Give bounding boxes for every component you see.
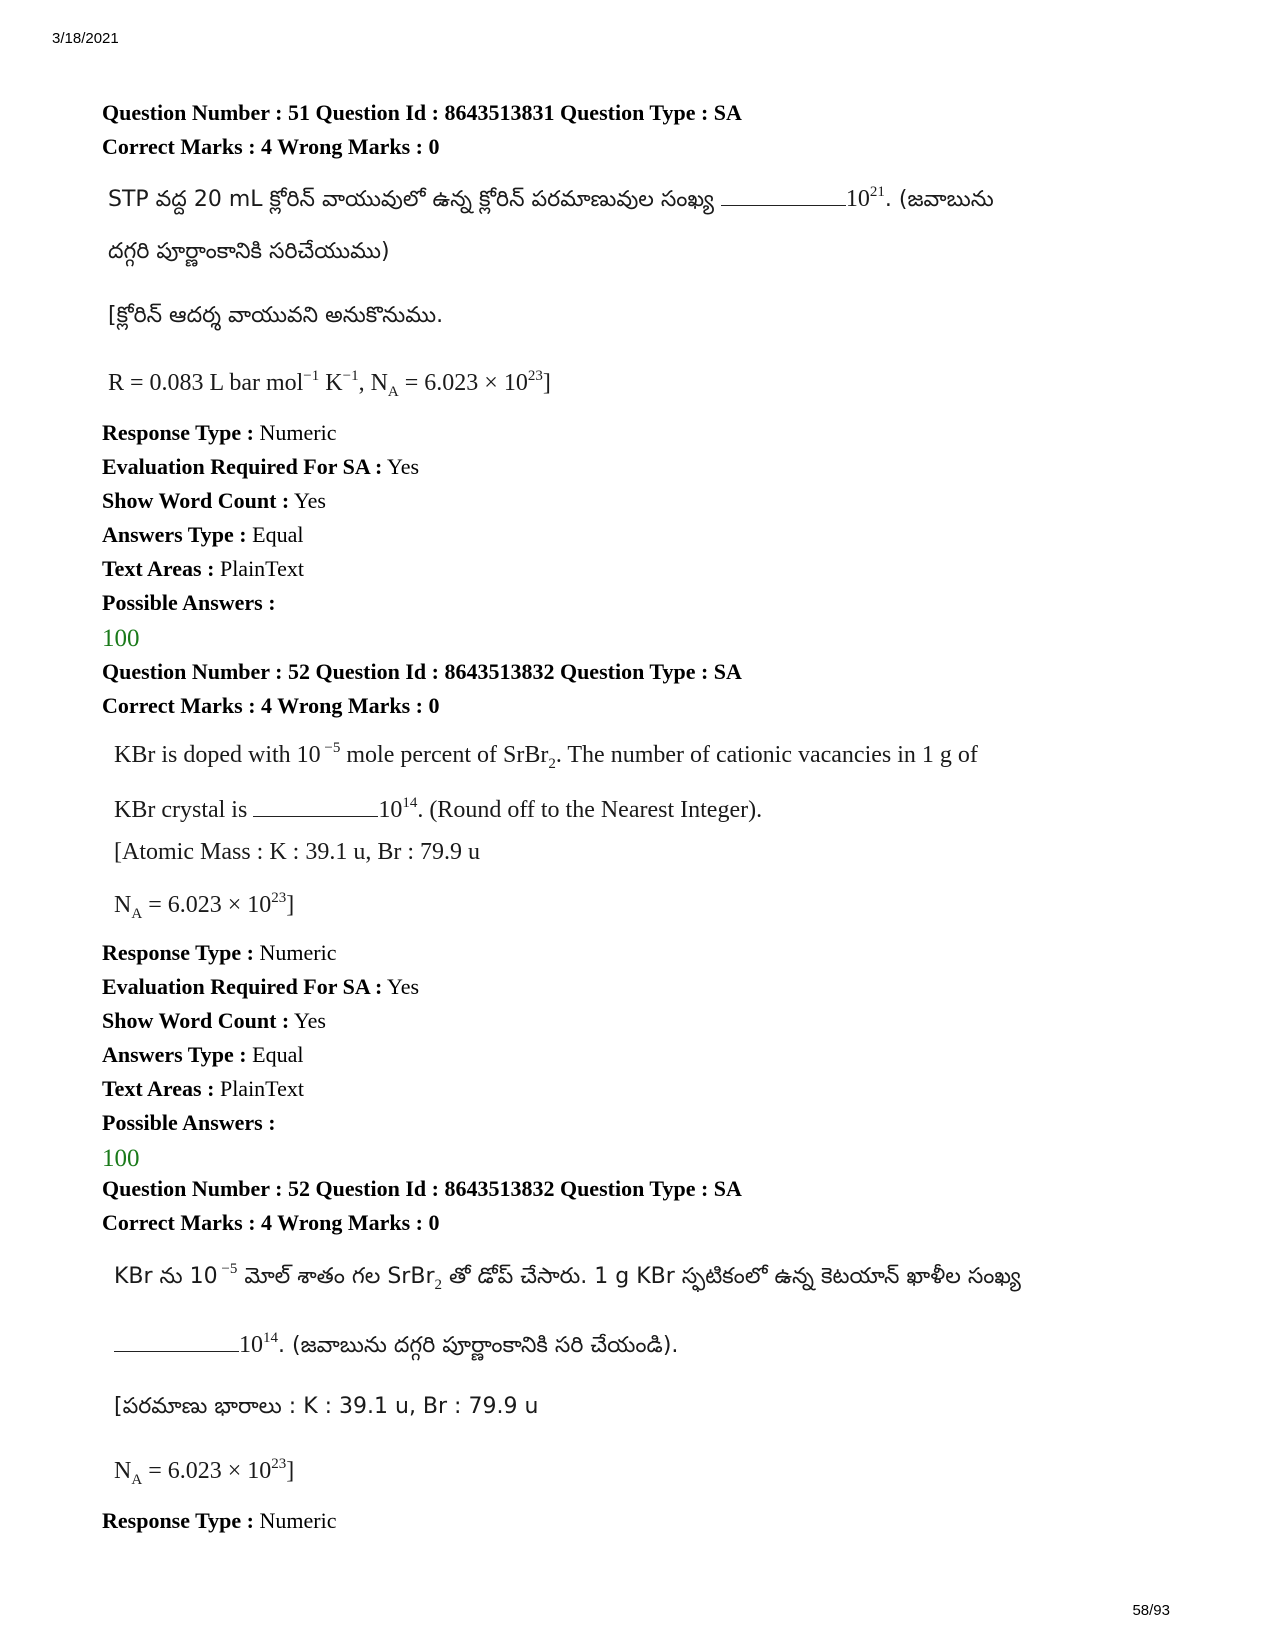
formula-end: ] — [542, 370, 551, 396]
q-sub: 2 — [548, 756, 556, 772]
question-marks: Correct Marks : 4 Wrong Marks : 0 — [102, 134, 440, 159]
formula-na: N — [114, 892, 132, 918]
meta-show-word-count: Show Word Count : Yes — [102, 1008, 326, 1033]
q-power-base: 10 — [378, 797, 403, 823]
q-formula-line — [114, 876, 1192, 936]
formula-exp: −1 — [303, 368, 320, 384]
answer-blank — [253, 796, 378, 817]
meta-possible-answers: Possible Answers : — [102, 1110, 276, 1135]
q-line2-text: KBr crystal is — [114, 797, 254, 823]
q-line1-mid: mole percent of SrBr — [340, 742, 549, 768]
question-header: Question Number : 52 Question Id : 8643513832 Question Type : SA — [102, 659, 742, 684]
formula-sub: A — [131, 906, 143, 922]
q-formula-line — [108, 352, 1192, 416]
question-block-51 — [102, 96, 1192, 658]
question-header: Question Number : 52 Question Id : 8643513832 Question Type : SA — [102, 1176, 742, 1201]
meta-eval-required: Evaluation Required For SA : Yes — [102, 454, 420, 479]
question-marks: Correct Marks : 4 Wrong Marks : 0 — [102, 693, 440, 718]
meta-answers-type: Answers Type : Equal — [102, 1042, 304, 1067]
q-exp: −5 — [320, 740, 341, 756]
q-line3: [క్లోరిన్ ఆదర్శ వాయువని అనుకొనుము. — [108, 303, 444, 328]
meta-text-areas: Text Areas : PlainText — [102, 556, 304, 581]
q-line3: [Atomic Mass : K : 39.1 u, Br : 79.9 u — [114, 839, 480, 865]
formula-exp: 23 — [527, 368, 543, 384]
meta-show-word-count: Show Word Count : Yes — [102, 488, 326, 513]
formula-exp: −1 — [342, 368, 359, 384]
question-header: Question Number : 51 Question Id : 8643513831 Question Type : SA — [102, 100, 742, 125]
possible-answer-value: 100 — [102, 625, 140, 652]
q-line1-end: . The number of cationic vacancies in 1 g of — [555, 742, 978, 768]
q-power-base: 10 — [845, 186, 870, 212]
formula-sub: A — [131, 1472, 143, 1488]
q-sub: 2 — [434, 1277, 442, 1293]
q-line2: దగ్గరి పూర్ణాంకానికి సరిచేయుము) — [108, 239, 390, 264]
question-text — [108, 168, 1192, 416]
q-line1-mid: మోల్ శాతం గల SrBr — [237, 1264, 435, 1289]
formula-end: ] — [286, 1458, 295, 1484]
formula-k: K — [319, 370, 343, 396]
formula-value: = 6.023 × 10 — [398, 370, 528, 396]
q-line1-text: STP వద్ద 20 mL క్లోరిన్ వాయువులో ఉన్న క్లోరిన్ పరమాణువుల సంఖ్య — [108, 187, 721, 212]
meta-eval-required: Evaluation Required For SA : Yes — [102, 974, 420, 999]
q-line2-end: . (జవాబును దగ్గరి పూర్ణాంకానికి సరి చేయండి). — [278, 1333, 679, 1358]
q-line1-text: KBr is doped with 10 — [114, 742, 321, 768]
meta-text-areas: Text Areas : PlainText — [102, 1076, 304, 1101]
q-line1-end: తో డోప్ చేసారు. 1 g KBr స్ఫటికంలో ఉన్న కెటయాన్ ఖాళీల సంఖ్య — [441, 1264, 1021, 1289]
q-line2-end: . (Round off to the Nearest Integer). — [417, 797, 763, 823]
formula-na: N — [114, 1458, 132, 1484]
meta-possible-answers: Possible Answers : — [102, 590, 276, 615]
q-line1-end: . (జవాబును — [884, 187, 994, 212]
q-line3: [పరమాణు భారాలు : K : 39.1 u, Br : 79.9 u — [114, 1394, 539, 1419]
print-date: 3/18/2021 — [52, 30, 119, 47]
q-line1-text: KBr ను 10 — [114, 1264, 218, 1289]
q-power-exp: 21 — [869, 184, 885, 200]
formula-na: , N — [358, 370, 388, 396]
question-block-52-telugu — [102, 1172, 1192, 1538]
formula-value: = 6.023 × 10 — [142, 1458, 272, 1484]
formula-exp: 23 — [271, 1456, 287, 1472]
answer-blank — [721, 185, 846, 206]
question-text — [114, 1244, 1192, 1504]
meta-response-type: Response Type : Numeric — [102, 420, 337, 445]
possible-answer-value: 100 — [102, 1145, 140, 1172]
q-power-exp: 14 — [263, 1330, 278, 1346]
meta-response-type: Response Type : Numeric — [102, 940, 337, 965]
meta-response-type: Response Type : Numeric — [102, 1508, 337, 1533]
formula-r: R = 0.083 L bar mol — [108, 370, 304, 396]
q-exp: −5 — [217, 1261, 238, 1277]
formula-sub: A — [387, 384, 399, 400]
q-formula-line — [114, 1440, 1192, 1504]
page-number: 58/93 — [1132, 1602, 1170, 1619]
question-block-52 — [102, 655, 1192, 1178]
formula-end: ] — [286, 892, 295, 918]
answer-blank — [114, 1331, 239, 1352]
question-marks: Correct Marks : 4 Wrong Marks : 0 — [102, 1210, 440, 1235]
formula-value: = 6.023 × 10 — [142, 892, 272, 918]
meta-answers-type: Answers Type : Equal — [102, 522, 304, 547]
question-text — [114, 727, 1192, 936]
q-power-exp: 14 — [402, 795, 418, 811]
q-power-base: 10 — [239, 1332, 263, 1358]
formula-exp: 23 — [271, 890, 287, 906]
